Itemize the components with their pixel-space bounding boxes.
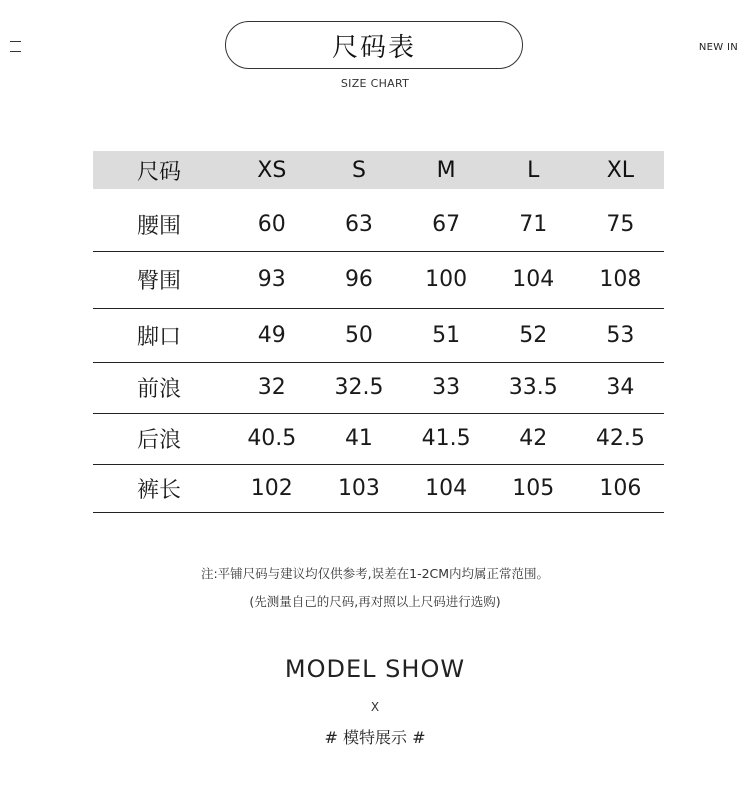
table-cell: 41 [315,413,402,464]
disclaimer-note: 注:平铺尺码与建议均仅供参考,误差在1-2CM内均属正常范围。 [200,566,550,581]
table-cell: 106 [577,464,664,512]
table-cell: 67 [403,199,490,251]
size-table [93,151,664,513]
table-row [93,362,664,413]
size-header: XL [606,157,635,183]
table-cell: 40.5 [228,413,315,464]
table-cell: 100 [403,251,490,308]
row-label: 裤长 [93,464,228,512]
new-in-label: NEW IN [698,42,738,53]
table-row [93,199,664,251]
table-cell: 49 [228,308,315,362]
model-subtitle: # 模特展示 # [324,728,426,747]
row-label: 脚口 [93,308,228,362]
table-cell: 42.5 [577,413,664,464]
table-header-row [93,151,664,189]
model-separator: X [370,700,380,714]
table-cell: 51 [403,308,490,362]
table-cell: 50 [315,308,402,362]
model-show-heading: MODEL SHOW [284,655,466,683]
header-label: 尺码 [137,159,182,185]
table-cell: 63 [315,199,402,251]
menu-mark-icon [10,40,21,53]
size-header: S [351,157,366,183]
table-cell: 93 [228,251,315,308]
table-cell: 53 [577,308,664,362]
table-cell: 34 [577,362,664,413]
row-label: 腰围 [93,199,228,251]
row-label: 前浪 [93,362,228,413]
table-cell: 71 [490,199,577,251]
table-row [93,251,664,308]
table-cell: 52 [490,308,577,362]
size-header: XS [257,157,287,183]
table-cell: 32.5 [315,362,402,413]
table-cell: 96 [315,251,402,308]
table-cell: 102 [228,464,315,512]
table-row [93,464,664,512]
table-cell: 41.5 [403,413,490,464]
table-cell: 104 [490,251,577,308]
table-cell: 75 [577,199,664,251]
table-cell: 33.5 [490,362,577,413]
table-cell: 32 [228,362,315,413]
table-row [93,308,664,362]
measure-instruction-note: (先测量自己的尺码,再对照以上尺码进行选购) [249,594,501,609]
page-subtitle: SIZE CHART [340,77,410,90]
page-title: 尺码表 [225,21,523,69]
size-header: L [527,157,540,183]
table-cell: 104 [403,464,490,512]
table-cell: 103 [315,464,402,512]
table-cell: 33 [403,362,490,413]
table-row [93,413,664,464]
table-cell: 105 [490,464,577,512]
row-label: 臀围 [93,251,228,308]
table-cell: 42 [490,413,577,464]
table-cell: 60 [228,199,315,251]
size-header: M [436,157,456,183]
row-label: 后浪 [93,413,228,464]
table-cell: 108 [577,251,664,308]
